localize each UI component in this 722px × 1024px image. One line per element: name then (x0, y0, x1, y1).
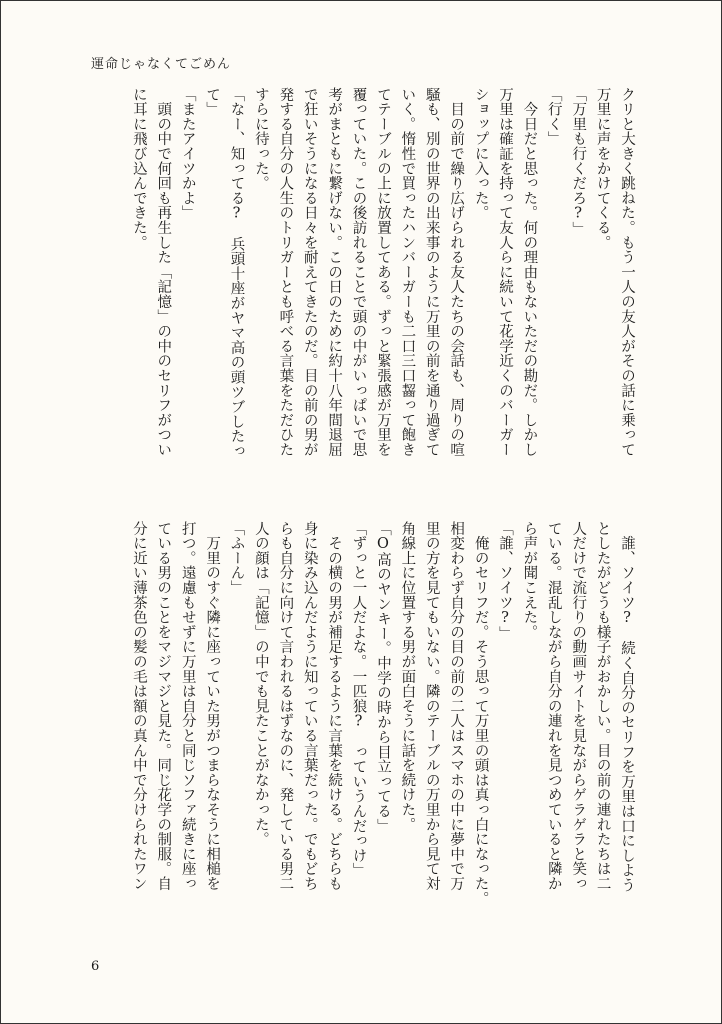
text-column: 身に染み込んだように知っている言葉だった。でもどち (301, 521, 318, 891)
page-number: 6 (91, 959, 100, 974)
text-column: てテーブルの上に放置してある。ずっと緊張感が万里を (374, 87, 391, 457)
text-column: ている男のことをマジマジと見た。同じ花学の制服。自 (155, 521, 172, 891)
text-column: 万里に声をかけてくる。 (594, 87, 611, 250)
text-column: て」 (204, 87, 221, 117)
text-column: ている。混乱しながら自分の連れを見つめていると隣か (545, 521, 562, 891)
text-column: で狂いそうになる日々を耐えてきたのだ。目の前の男が (301, 87, 318, 457)
text-block-bottom (91, 521, 639, 923)
text-column: 頭の中で何回も再生した「記憶」の中のセリフがつい (155, 87, 172, 457)
text-column: 相変わらず自分の目の前の二人はスマホの中に夢中で万 (448, 521, 465, 891)
text-column: 目の前で繰り広げられる友人たちの会話も、周りの喧 (448, 87, 465, 457)
text-column: 「なー、知ってる? 兵頭十座がヤマ高の頭ツブしたっ (228, 87, 245, 459)
text-column: クリと大きく跳ねた。もう一人の友人がその話に乗って (619, 87, 635, 457)
text-column: 万里は確証を持って友人らに続いて花学近くのバーガー (496, 87, 513, 457)
text-column: 誰、ソイツ? 続く自分のセリフを万里は口にしよう (619, 521, 635, 893)
text-column: 今日だと思った。何の理由もないただの勘だ。しかし (521, 87, 538, 457)
text-column: 人だけで流行りの動画サイトを見ながらゲラゲラと笑っ (570, 521, 587, 891)
text-block-top (91, 87, 639, 489)
text-column: 打つ。遠慮もせずに万里は自分と同じソファ続きに座っ (179, 521, 196, 891)
text-column: 考がまともに繋げない。この日のために約十八年間退屈 (326, 87, 343, 457)
text-column: 「ふーん」 (228, 521, 245, 595)
text-column: いく。惰性で買ったハンバーガーも二口三口齧って飽き (399, 87, 416, 457)
text-column: 分に近い薄茶色の髪の毛は額の真ん中で分けられたワン (130, 521, 147, 891)
text-column: らも自分に向けて言われるはずなのに、発している男二 (277, 521, 294, 891)
text-column: ら声が聞こえた。 (521, 521, 538, 640)
text-column: 「万里も行くだろ?」 (570, 87, 587, 237)
text-column: ショップに入った。 (472, 87, 489, 221)
text-column: 覆っていた。この後訪れることで頭の中がいっぱいで思 (350, 87, 367, 457)
text-column: 人の顔は「記憶」の中でも見たことがなかった。 (252, 521, 269, 847)
text-column: 「O高のヤンキー。中学の時から目立ってる」 (374, 521, 391, 834)
text-column: としたがどうも様子がおかしい。目の前の連れたちは二 (594, 521, 611, 891)
running-head: 運命じゃなくてごめん (91, 57, 232, 72)
text-column: 「またアイツかよ」 (179, 87, 196, 221)
text-column: 騒も、別の世界の出来事のように万里の前を通り過ぎて (423, 87, 440, 457)
text-column: 「誰、ソイツ?」 (496, 521, 513, 641)
text-column: 俺のセリフだ。そう思って万里の頭は真っ白になった。 (472, 521, 489, 906)
text-column: 角線上に位置する男が面白そうに話を続けた。 (399, 521, 416, 832)
text-column: 万里のすぐ隣に座っていた男がつまらなそうに相槌を (204, 521, 221, 891)
text-column: 「行く」 (545, 87, 562, 147)
text-column: すらに待った。 (252, 87, 269, 191)
text-column: その横の男が補足するように言葉を続ける。どちらも (326, 521, 343, 891)
text-column: 里の方を見てもいない。隣のテーブルの万里から見て対 (423, 521, 440, 891)
text-column: 「ずっと一人だよな。一匹狼? っていうんだっけ」 (350, 521, 367, 878)
text-column: 発する自分の人生のトリガーとも呼べる言葉をただひた (277, 87, 294, 457)
text-column: に耳に飛び込んできた。 (130, 87, 147, 250)
